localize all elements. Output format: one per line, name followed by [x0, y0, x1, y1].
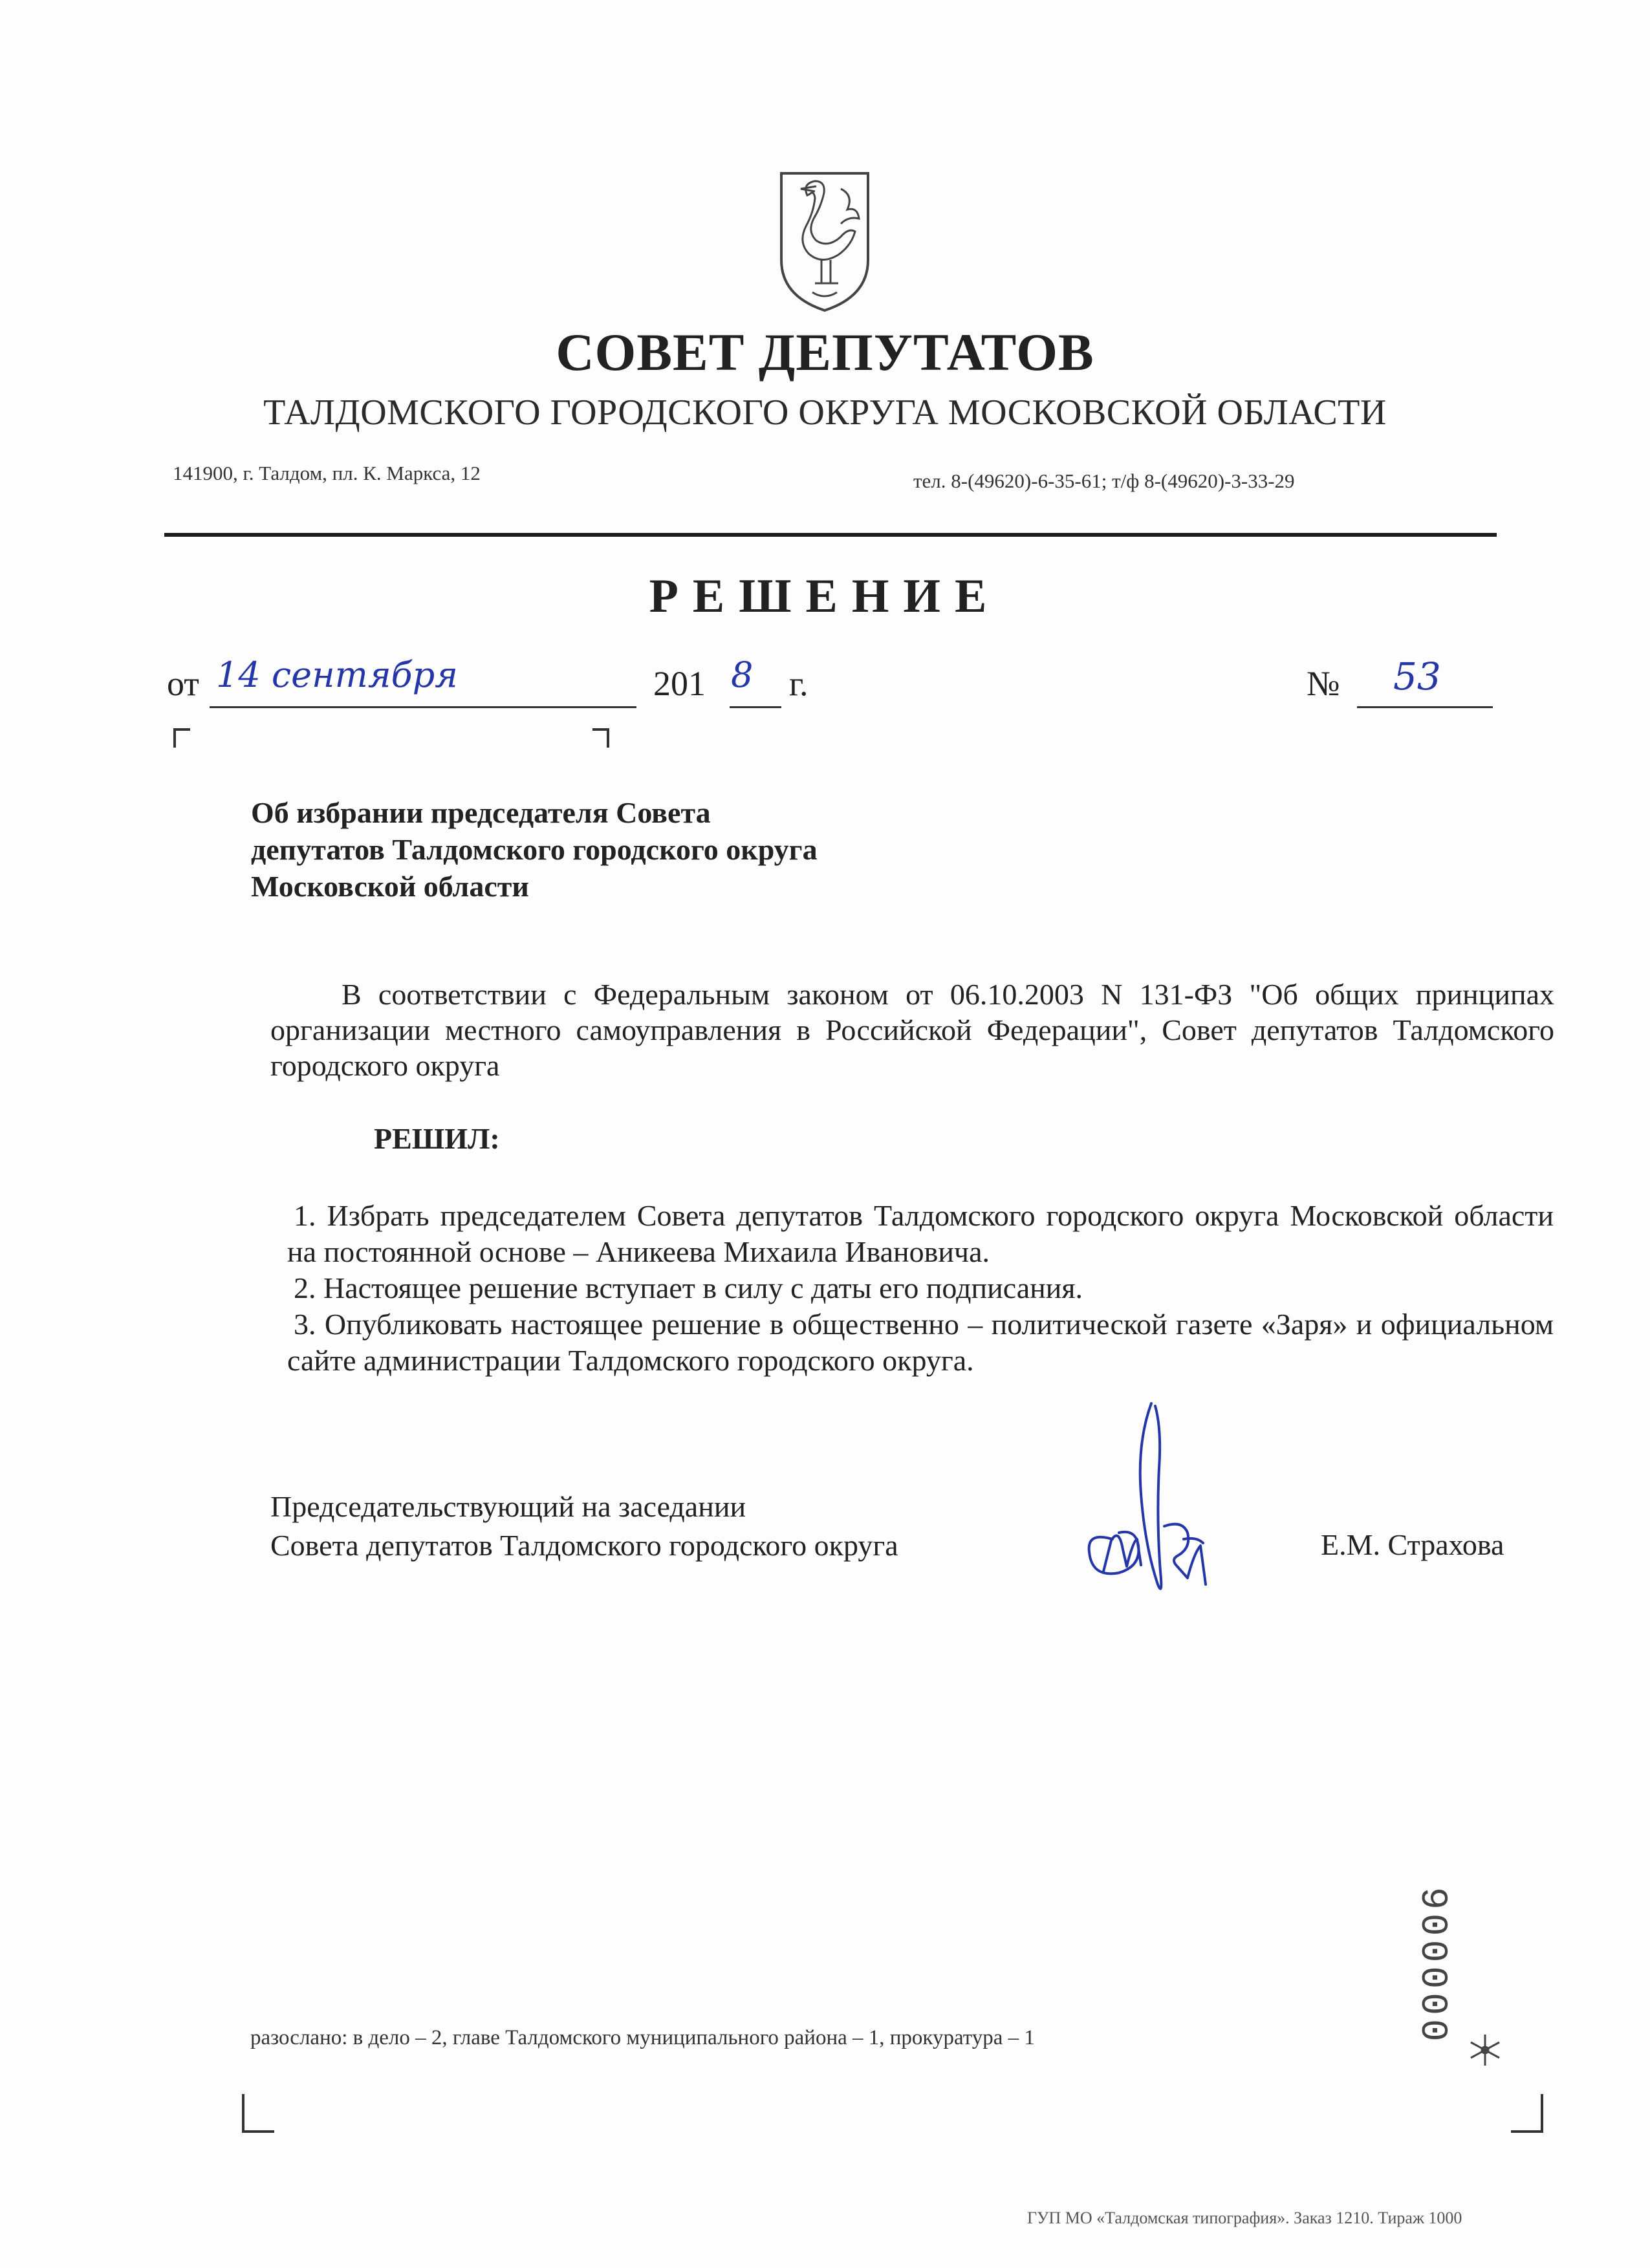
printer-imprint: ГУП МО «Талдомская типография». Заказ 1210. Тираж 1000	[1027, 2209, 1462, 2227]
subject-line: Об избрании председателя Совета	[251, 796, 711, 829]
council-address: 141900, г. Талдом, пл. К. Маркса, 12	[173, 462, 481, 484]
signatory-role-line: Председательствующий на заседании	[270, 1490, 746, 1523]
council-subtitle: ТАЛДОМСКОГО ГОРОДСКОГО ОКРУГА МОСКОВСКОЙ ОБЛАСТИ	[263, 393, 1387, 433]
year-handwritten: 8	[731, 654, 754, 695]
preamble-paragraph: В соответствии с Федеральным законом от 06.10.2003 N 131-ФЗ "Об общих принципах организации местного самоуправления в Российской Федерации", Совет депутатов Талдомского городского округа	[270, 978, 1554, 1082]
header-divider	[164, 533, 1497, 537]
signatory-name: Е.М. Страхова	[1321, 1528, 1504, 1561]
date-prefix: от	[167, 664, 199, 703]
corner-mark-top-left	[173, 728, 190, 748]
number-handwritten: 53	[1393, 654, 1441, 698]
decided-heading: РЕШИЛ:	[374, 1122, 500, 1155]
decision-item: 1. Избрать председателем Совета депутатов Талдомского городского округа Московской области на постоянной основе – Аникеева Михаила Ивановича.	[287, 1199, 1554, 1268]
snowflake-mark-icon	[1466, 2031, 1504, 2069]
council-title: СОВЕТ ДЕПУТАТОВ	[556, 323, 1094, 382]
number-sign: №	[1307, 664, 1340, 703]
subject-line: Московской области	[251, 870, 529, 903]
document-subject	[251, 794, 818, 905]
corner-mark-top-right	[592, 728, 609, 748]
date-handwritten-field	[210, 654, 636, 708]
document-type: РЕШЕНИЕ	[649, 570, 1001, 623]
signatory-role-line: Совета депутатов Талдомского городского округа	[270, 1529, 898, 1562]
decision-item: 2. Настоящее решение вступает в силу с даты его подписания.	[294, 1271, 1083, 1304]
year-printed: 201	[653, 664, 706, 703]
year-handwritten-field	[730, 654, 781, 708]
corner-mark-bottom-right	[1511, 2094, 1543, 2133]
decision-item: 3. Опубликовать настоящее решение в общественно – политической газете «Заря» и официальном сайте администрации Талдомского городского округа.	[287, 1308, 1554, 1377]
handwritten-signature	[1074, 1390, 1229, 1610]
council-phones: тел. 8-(49620)-6-35-61; т/ф 8-(49620)-3-33-29	[913, 470, 1295, 492]
distribution-list: разослано: в дело – 2, главе Талдомского муниципального района – 1, прокуратура – 1	[250, 2026, 1035, 2049]
swan-coat-of-arms-icon	[776, 169, 873, 313]
subject-line: депутатов Талдомского городского округа	[251, 833, 818, 866]
corner-mark-bottom-left	[242, 2094, 274, 2133]
form-serial-number: 900000	[1411, 1887, 1453, 2046]
year-suffix: г.	[789, 664, 809, 703]
date-handwritten: 14 сентября	[216, 654, 458, 695]
signatory-role	[270, 1487, 898, 1565]
number-handwritten-field	[1357, 654, 1493, 708]
decision-items	[287, 1198, 1554, 1379]
